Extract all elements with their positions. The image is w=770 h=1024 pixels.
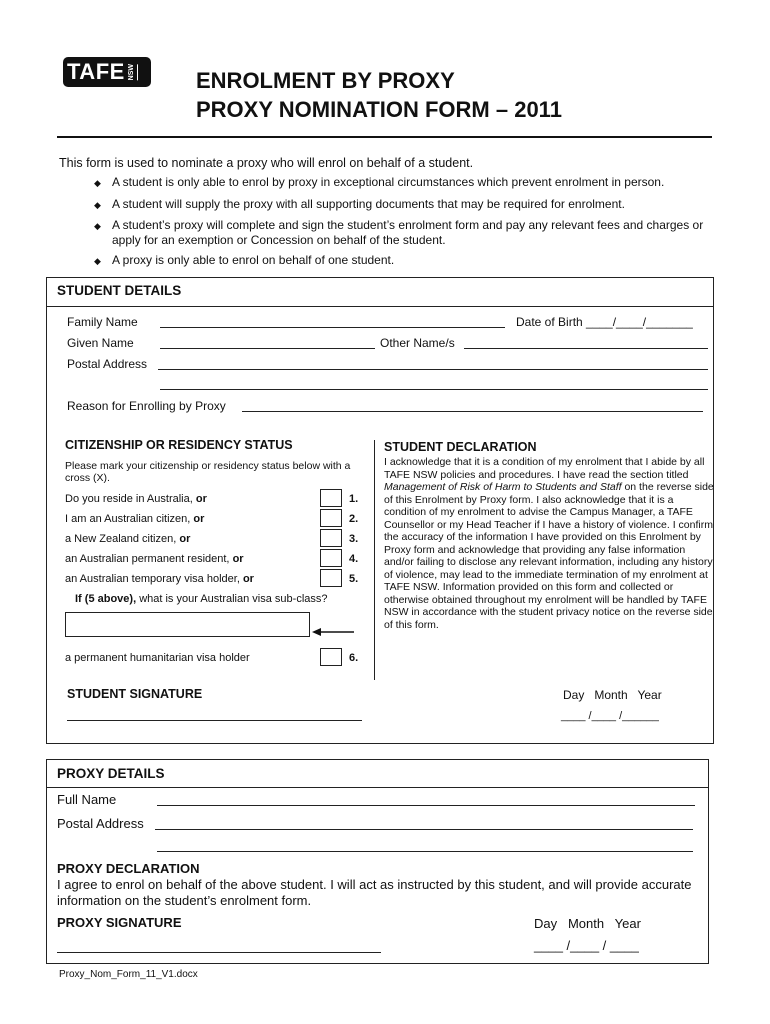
proxy-signature-field[interactable] — [57, 952, 381, 953]
other-names-label: Other Name/s — [380, 336, 455, 350]
option-4-label: an Australian permanent resident, or — [65, 553, 244, 565]
option-6-checkbox[interactable] — [320, 648, 342, 666]
tafe-logo — [63, 57, 151, 87]
bullet-text: A student is only able to enrol by proxy in exceptional circumstances which prevent enrolment in person. — [112, 175, 665, 189]
bullet-text: A student will supply the proxy with all supporting documents that may be required for enrolment. — [112, 196, 625, 211]
bullet-icon: ◆ — [94, 178, 101, 188]
citizenship-instruction: Please mark your citizenship or residency status below with a cross (X). — [65, 460, 351, 484]
bullet-item — [94, 253, 714, 269]
proxy-full-name-field[interactable] — [157, 805, 695, 806]
student-signature-title: STUDENT SIGNATURE — [67, 687, 203, 701]
column-divider — [374, 440, 375, 680]
postal-address-field-1[interactable] — [158, 369, 708, 370]
option-3-checkbox[interactable] — [320, 529, 342, 547]
proxy-declaration-text: I agree to enrol on behalf of the above student. I will act as instructed by this student, and will provide accurate information on the student’s enrolment form. — [57, 877, 692, 908]
bullet-item — [94, 175, 714, 191]
bullet-icon: ◆ — [94, 199, 101, 210]
title-line-2: PROXY NOMINATION FORM – 2011 — [196, 97, 562, 122]
footer-filename: Proxy_Nom_Form_11_V1.docx — [59, 969, 198, 980]
reason-field[interactable] — [242, 411, 703, 412]
option-4-checkbox[interactable] — [320, 549, 342, 567]
logo-word: TAFE — [67, 59, 125, 84]
proxy-postal-address-field-2[interactable] — [157, 851, 693, 852]
proxy-date-field[interactable]: ____ /____ / ____ — [534, 938, 639, 953]
postal-address-field-2[interactable] — [160, 389, 708, 390]
bullet-item — [94, 197, 714, 213]
bullet-text: A student’s proxy will complete and sign the student’s enrolment form and pay any relevant fees and charges or apply for an exemption or Concession on behalf of the student. — [112, 218, 704, 247]
visa-subclass-input[interactable] — [65, 612, 310, 637]
student-declaration-text: I acknowledge that it is a condition of my enrolment that I abide by all TAFE NSW policies and procedures. I have read the section titled Management of Risk of Harm to Students and Staff on the reverse side of this Enrolment by Proxy form. I also acknowledge that it is a condition of my enrolment to advise the Campus Manager, a TAFE Counsellor or my Head Teacher if I have a history of violence. I confirm the accuracy of the information I have provided on this Enrolment by Proxy form and acknowledge that providing any false information and/or failing to disclose any relevant information, including any history of violence, may lead to the immediate termination of my enrolment at TAFE NSW. Information provided on this form and collected or otherwise obtained throughout my enrolment will be handled by TAFE NSW in accordance with the student privacy notice on the reverse side of this form. — [384, 456, 714, 631]
family-name-label: Family Name — [67, 315, 138, 329]
option-5-checkbox[interactable] — [320, 569, 342, 587]
student-signature-field[interactable] — [67, 720, 362, 721]
option-5-label: an Australian temporary visa holder, or — [65, 573, 254, 585]
option-1-number: 1. — [349, 493, 359, 505]
option-3-number: 3. — [349, 533, 359, 545]
proxy-declaration-title: PROXY DECLARATION — [57, 861, 200, 876]
proxy-postal-address-label: Postal Address — [57, 816, 144, 831]
student-declaration-title: STUDENT DECLARATION — [384, 440, 537, 454]
visa-prompt: If (5 above), what is your Australian visa sub-class? — [75, 593, 328, 605]
proxy-full-name-label: Full Name — [57, 792, 117, 807]
student-date-field[interactable]: ____ /____ /______ — [561, 710, 659, 722]
option-2-number: 2. — [349, 513, 359, 525]
option-6-label: a permanent humanitarian visa holder — [65, 652, 250, 664]
option-4-number: 4. — [349, 553, 359, 565]
reason-label: Reason for Enrolling by Proxy — [67, 399, 226, 413]
postal-address-label: Postal Address — [67, 357, 148, 371]
student-date-labels: Day Month Year — [563, 688, 662, 702]
given-name-field[interactable] — [160, 348, 375, 349]
given-name-label: Given Name — [67, 336, 134, 350]
option-5-number: 5. — [349, 573, 359, 585]
header-rule — [57, 136, 712, 138]
option-2-label: I am an Australian citizen, or — [65, 513, 205, 525]
proxy-postal-address-field-1[interactable] — [155, 829, 693, 830]
bullet-icon: ◆ — [94, 221, 101, 231]
proxy-details-title: PROXY DETAILS — [57, 766, 165, 781]
proxy-date-labels: Day Month Year — [534, 916, 641, 931]
bullet-item — [94, 218, 714, 247]
option-3-label: a New Zealand citizen, or — [65, 533, 191, 545]
option-1-checkbox[interactable] — [320, 489, 342, 507]
option-2-checkbox[interactable] — [320, 509, 342, 527]
citizenship-title: CITIZENSHIP OR RESIDENCY STATUS — [65, 438, 293, 452]
logo-sub: NSW — [128, 64, 138, 80]
family-name-field[interactable] — [160, 327, 505, 328]
intro-text: This form is used to nominate a proxy who will enrol on behalf of a student. — [59, 156, 474, 170]
intro-bullets — [94, 175, 714, 275]
option-1-label: Do you reside in Australia, or — [65, 493, 207, 505]
proxy-signature-title: PROXY SIGNATURE — [57, 915, 182, 930]
bullet-text: A proxy is only able to enrol on behalf of one student. — [112, 253, 395, 267]
title-line-1: ENROLMENT BY PROXY — [196, 68, 455, 93]
option-6-number: 6. — [349, 652, 359, 664]
student-details-title: STUDENT DETAILS — [57, 283, 182, 298]
other-names-field[interactable] — [464, 348, 708, 349]
bullet-icon: ◆ — [94, 256, 101, 266]
dob-field[interactable]: Date of Birth ____/____/_______ — [516, 315, 693, 329]
arrow-left-icon — [312, 626, 356, 638]
